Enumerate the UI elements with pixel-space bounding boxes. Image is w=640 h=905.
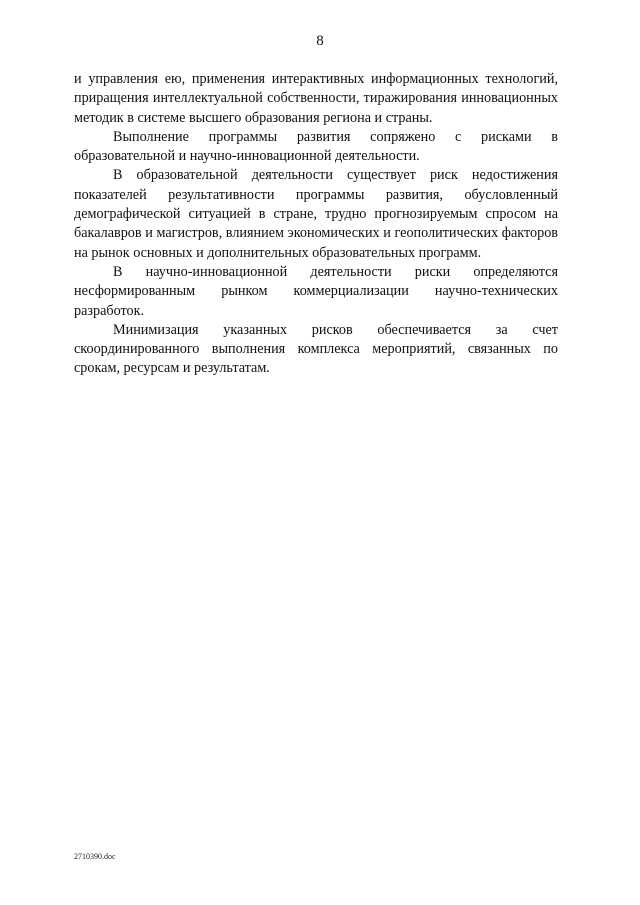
paragraph-risk-mitigation: Минимизация указанных рисков обеспечивается за счет скоординированного выполнения комплекса мероприятий, связанных по срокам, ресурсам и результатам. — [74, 321, 558, 377]
paragraph-continuation: и управления ею, применения интерактивных информационных технологий, приращения интеллектуальной собственности, тиражирования инновационных методик в системе высшего образования региона и страны. — [74, 71, 558, 126]
paragraph-innovation-risk: В научно-инновационной деятельности риски определяются несформированным рынком коммерциализации научно-технических разработок. — [74, 263, 558, 319]
paragraph-educational-risk: В образовательной деятельности существует риск недостижения показателей результативности программы развития, обусловленный демографической ситуацией в стране, трудно прогнозируемым спросом на бакалавров и магистров, влиянием экономических и геополитических факторов на рынок основных и дополнительных образовательных программ. — [74, 167, 558, 261]
body-text — [74, 70, 558, 379]
paragraph-risks-intro: Выполнение программы развития сопряжено с рисками в образовательной и научно-инновационной деятельности. — [74, 128, 558, 165]
page-number: 8 — [316, 33, 324, 49]
footer-file-code: 2710390.doc — [74, 852, 116, 861]
